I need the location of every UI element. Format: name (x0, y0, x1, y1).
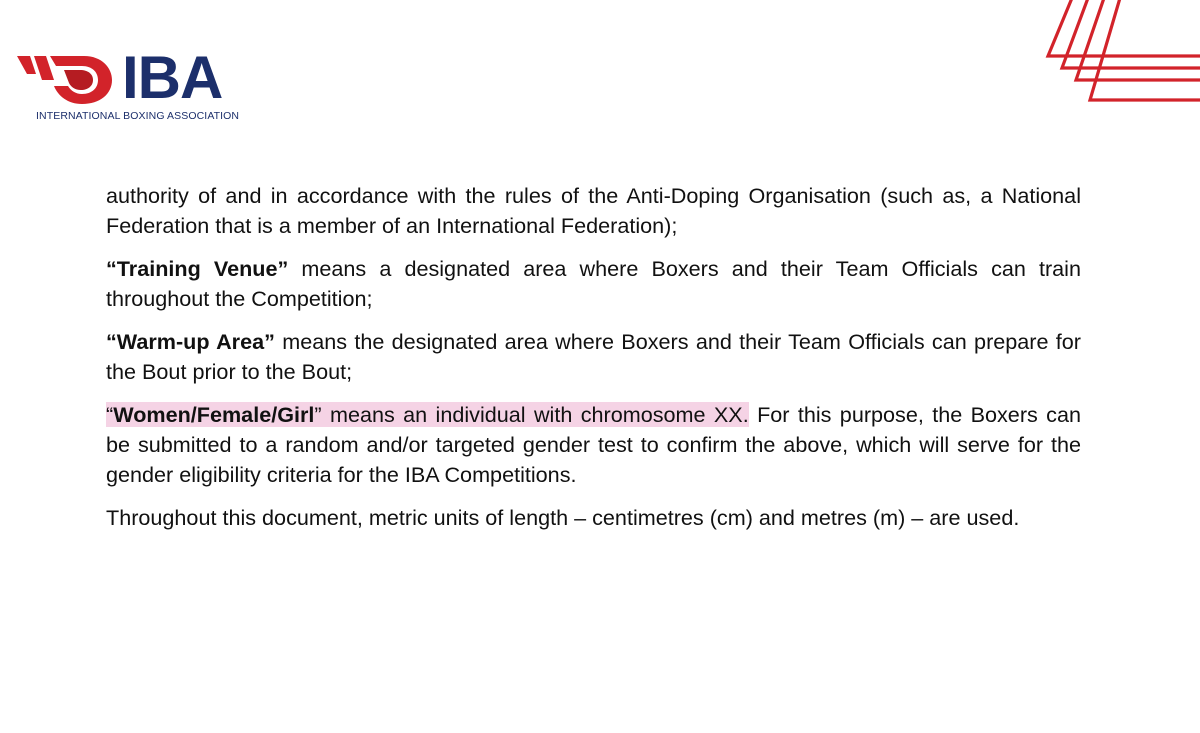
logo-subtitle: INTERNATIONAL BOXING ASSOCIATION (36, 110, 240, 122)
document-body (106, 181, 1081, 546)
definition-term: “Warm-up Area” (106, 329, 275, 354)
paragraph-text: Throughout this document, metric units of length – centimetres (cm) and metres (m) – are used. (106, 505, 1020, 530)
logo-red-swoosh (17, 56, 36, 74)
definition-text: For this purpose, the Boxers can be submitted to a random and/or targeted gender test to confirm the above, which will serve for the gender eligibility criteria for the IBA Competitions. (106, 402, 1081, 487)
iba-logo (14, 44, 274, 130)
definition-text: means the designated area where Boxers and their Team Officials can prepare for the Bout prior to the Bout; (106, 329, 1081, 384)
definition-term: “Training Venue” (106, 256, 289, 281)
corner-stripe (1090, 0, 1200, 100)
definition-text: means a designated area where Boxers and their Team Officials can train throughout the Competition; (106, 256, 1081, 311)
definition-training-venue (106, 254, 1081, 314)
definition-women-female-girl (106, 400, 1081, 490)
corner-stripes-decoration (1044, 0, 1200, 104)
iba-logo-mark-icon (14, 50, 126, 106)
paragraph-anti-doping-authority (106, 181, 1081, 241)
definition-term: Women/Female/Girl (113, 402, 315, 427)
paragraph-text: authority of and in accordance with the rules of the Anti-Doping Organisation (such as, a National Federation that is a member of an International Federation); (106, 183, 1081, 238)
highlighted-text: ” means an individual with chromosome XX. (314, 402, 749, 427)
definition-warm-up-area (106, 327, 1081, 387)
logo-letters: IBA (122, 44, 223, 111)
logo-red-swoosh (34, 56, 54, 80)
open-quote: “ (106, 402, 114, 427)
highlighted-passage (106, 402, 749, 427)
paragraph-metric-units (106, 503, 1081, 533)
